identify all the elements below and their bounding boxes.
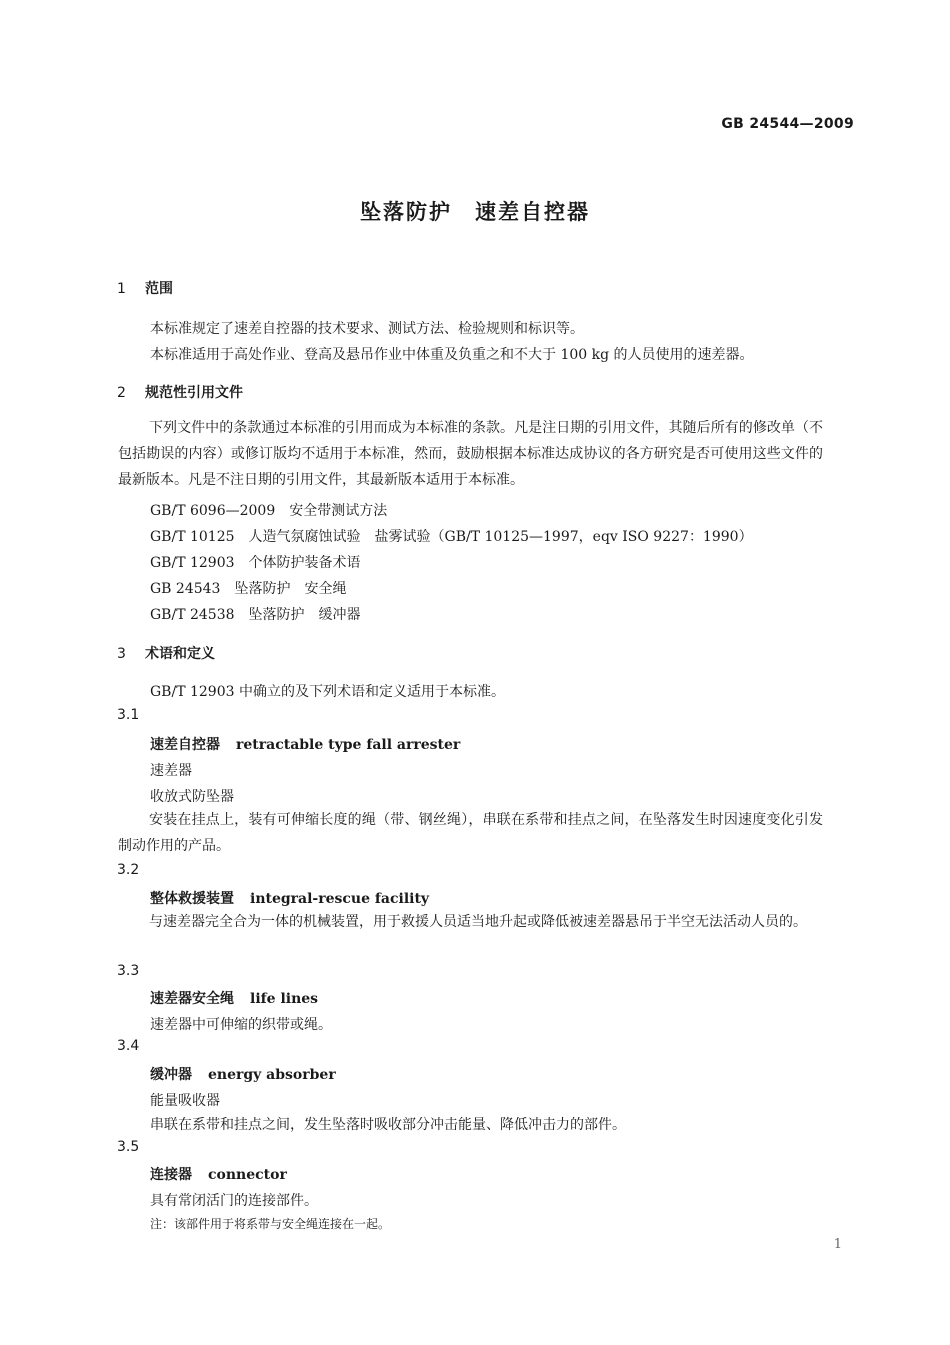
section-title: 术语和定义 bbox=[145, 646, 215, 662]
term-definition: 串联在系带和挂点之间，发生坠落时吸收部分冲击能量、降低冲击力的部件。 bbox=[150, 1117, 626, 1133]
reference-item: GB/T 6096—2009 安全带测试方法 bbox=[150, 503, 388, 519]
section-number: 2 bbox=[117, 385, 126, 401]
paragraph: GB/T 12903 中确立的及下列术语和定义适用于本标准。 bbox=[150, 684, 505, 700]
term-zh: 速差自控器 bbox=[150, 737, 220, 753]
clause-number: 3.1 bbox=[117, 707, 140, 723]
section-title: 规范性引用文件 bbox=[145, 385, 243, 401]
paragraph: 本标准适用于高处作业、登高及悬吊作业中体重及负重之和不大于 100 kg 的人员使用的速差器。 bbox=[150, 347, 754, 363]
term-synonym: 能量吸收器 bbox=[150, 1093, 220, 1109]
paragraph: 下列文件中的条款通过本标准的引用而成为本标准的条款。凡是注日期的引用文件，其随后所有的修改单（不包括勘误的内容）或修订版均不适用于本标准，然而，鼓励根据本标准达成协议的各方研究是否可使用这些文件的最新版本。凡是不注日期的引用文件，其最新版本适用于本标准。 bbox=[118, 420, 823, 488]
term-en: life lines bbox=[250, 991, 319, 1007]
section-3-heading bbox=[117, 643, 215, 663]
term-zh: 缓冲器 bbox=[150, 1067, 192, 1083]
clause-number: 3.3 bbox=[117, 963, 140, 979]
term-heading bbox=[150, 1164, 287, 1184]
term-definition: 安装在挂点上，装有可伸缩长度的绳（带、钢丝绳），串联在系带和挂点之间，在坠落发生时因速度变化引发制动作用的产品。 bbox=[118, 812, 823, 854]
section-number: 3 bbox=[117, 646, 126, 662]
reference-item: GB 24543 坠落防护 安全绳 bbox=[150, 581, 347, 597]
term-heading bbox=[150, 1064, 336, 1084]
term-definition: 具有常闭活门的连接部件。 bbox=[150, 1193, 318, 1209]
section-title: 范围 bbox=[145, 281, 173, 297]
term-zh: 速差器安全绳 bbox=[150, 991, 234, 1007]
term-synonym: 速差器 bbox=[150, 763, 192, 779]
reference-item: GB/T 12903 个体防护装备术语 bbox=[150, 555, 361, 571]
term-zh: 连接器 bbox=[150, 1167, 192, 1183]
term-note: 注：该部件用于将系带与安全绳连接在一起。 bbox=[150, 1217, 391, 1231]
section-1-heading bbox=[117, 278, 173, 298]
paragraph: 本标准规定了速差自控器的技术要求、测试方法、检验规则和标识等。 bbox=[150, 321, 584, 337]
term-en: energy absorber bbox=[208, 1067, 336, 1083]
term-definition: 与速差器完全合为一体的机械装置，用于救援人员适当地升起或降低被速差器悬吊于半空无法活动人员的。 bbox=[149, 914, 807, 930]
document-title: 坠落防护 速差自控器 bbox=[360, 200, 590, 224]
term-heading bbox=[150, 988, 318, 1008]
term-heading bbox=[150, 888, 429, 908]
term-en: connector bbox=[208, 1167, 287, 1183]
reference-item: GB/T 24538 坠落防护 缓冲器 bbox=[150, 607, 361, 623]
section-2-heading bbox=[117, 382, 243, 402]
term-synonym: 收放式防坠器 bbox=[150, 789, 234, 805]
term-en: retractable type fall arrester bbox=[236, 737, 461, 753]
clause-number: 3.5 bbox=[117, 1139, 140, 1155]
section-number: 1 bbox=[117, 281, 126, 297]
clause-number: 3.4 bbox=[117, 1038, 140, 1054]
standard-number: GB 24544—2009 bbox=[721, 116, 854, 132]
term-zh: 整体救援装置 bbox=[150, 891, 234, 907]
page-number: 1 bbox=[833, 1237, 842, 1252]
term-heading bbox=[150, 734, 460, 754]
clause-number: 3.2 bbox=[117, 862, 140, 878]
reference-item: GB/T 10125 人造气氛腐蚀试验 盐雾试验（GB/T 10125—1997，eqv ISO 9227：1990） bbox=[150, 529, 753, 545]
term-definition: 速差器中可伸缩的织带或绳。 bbox=[150, 1017, 332, 1033]
term-en: integral-rescue facility bbox=[250, 891, 430, 907]
